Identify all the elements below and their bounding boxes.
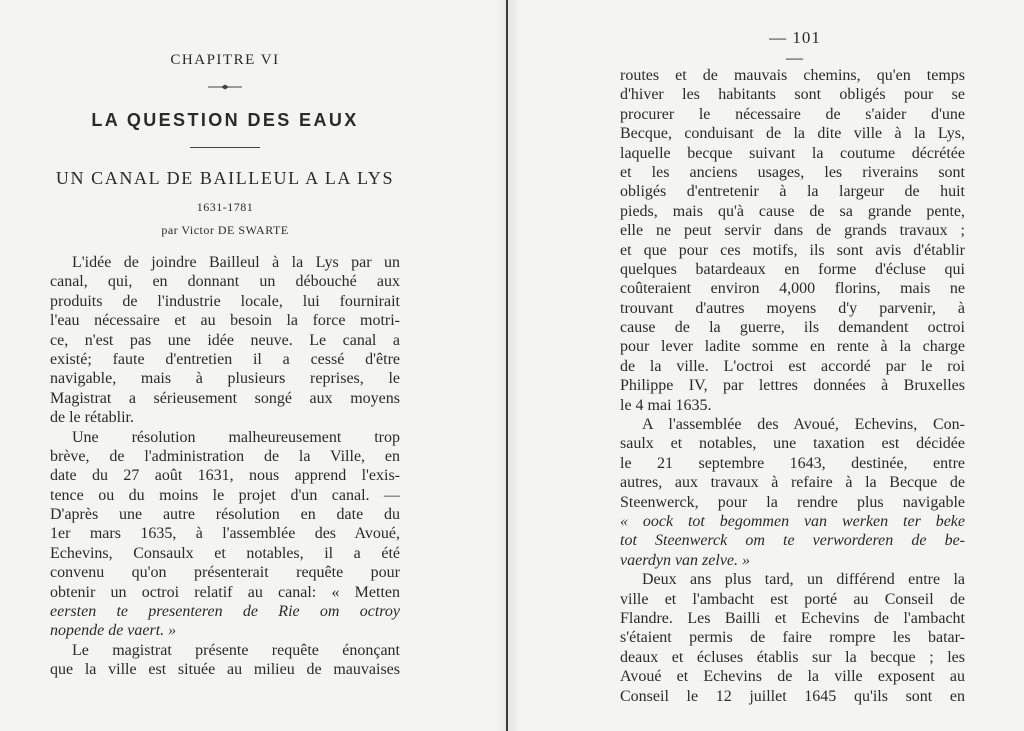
text-line: 1er mars 1635, à l'assemblée des Avoué, (50, 525, 400, 543)
text-line: de la ville. L'octroi est accordé par le roi (620, 357, 965, 375)
text-line: trouvant d'autres moyens d'y parvenir, à (620, 299, 965, 317)
left-body-text (50, 253, 400, 680)
article-dates: 1631-1781 (196, 200, 254, 214)
text-line: Deux ans plus tard, un différend entre la (642, 571, 965, 589)
article-subtitle: UN CANAL DE BAILLEUL A LA LYS (55, 168, 395, 188)
text-line: procurer le nécessaire de s'aider d'une (620, 105, 965, 123)
text-line: L'idée de joindre Bailleul à la Lys par un (72, 254, 400, 271)
chapter-title: LA QUESTION DES EAUX (91, 110, 359, 130)
text-line: de le rétablir. (50, 409, 134, 427)
text-line: obtenir un octroi relatif au canal: « Metten (50, 583, 400, 601)
ornament-dash-icon (208, 84, 242, 90)
chapter-label: CHAPITRE VI (170, 52, 280, 68)
text-line: Avoué et Echevins de la ville exposent au (620, 668, 965, 686)
text-line: Magistrat a sérieusement songé aux moyens (50, 389, 400, 407)
text-line: Becque, conduisant de la dite ville à la Lys, (620, 125, 965, 143)
text-line: « oock tot begommen van werken ter beke (620, 512, 965, 530)
text-line: deaux et écluses établis sur la becque ; les (620, 648, 965, 666)
text-line: cause de la guerre, ils demandent octroi (620, 319, 965, 337)
text-line: nopende de vaert. » (50, 622, 177, 640)
left-page (50, 0, 400, 731)
text-line: tence ou du moins le projet d'un canal. — (50, 486, 400, 504)
text-line: A l'assemblée des Avoué, Echevins, Con- (642, 416, 965, 434)
text-line: et les anciens usages, les riverains sont (620, 163, 965, 181)
page-number: — 101 — (769, 28, 821, 67)
text-line: date du 27 août 1631, nous apprend l'exis- (50, 467, 400, 485)
text-line: ce, n'est pas une idée neuve. Le canal a (50, 331, 400, 349)
text-line: elle ne peut servir dans de grands travaux ; (620, 222, 965, 240)
gutter-shadow (496, 0, 520, 731)
text-line: ville et l'ambacht est porté au Conseil de (620, 590, 965, 608)
title-rule (190, 147, 260, 148)
text-line: vaerdyn van zelve. » (620, 551, 751, 569)
text-line: laquelle becque suivant la coutume décrétée (620, 144, 965, 162)
text-line: navigable, mais à plusieurs reprises, le (50, 370, 400, 388)
text-line: routes et de mauvais chemins, qu'en temps (620, 67, 965, 84)
text-line: saulx et notables, une taxation est décidée (620, 435, 965, 453)
text-line: Conseil le 12 juillet 1645 qu'ils sont en (620, 687, 965, 705)
text-line: Echevins, Consaulx et notables, il a été (50, 544, 400, 562)
text-line: le 4 mai 1635. (620, 396, 712, 414)
text-line: eersten te presenteren de Rie om octroy (50, 603, 400, 621)
text-line: pour lever ladite somme en rente à la charge (620, 338, 965, 356)
article-author (50, 223, 400, 238)
author-prefix: par Victor (161, 223, 215, 237)
text-line: Steenwerck, pour la rendre plus navigable (620, 493, 965, 511)
text-line: autres, aux travaux à refaire à la Becque de (620, 474, 965, 492)
text-line: d'hiver les habitants sont obligés pour se (620, 86, 965, 104)
text-line: le 21 septembre 1643, destinée, entre (620, 454, 965, 472)
text-line: pieds, mais qu'à cause de sa grande pente, (620, 202, 965, 220)
text-line: brève, de l'administration de la Ville, en (50, 447, 400, 465)
text-line: que la ville est située au milieu de mauvaises (50, 661, 400, 679)
text-line: obligés d'entretenir à la largeur de huit (620, 183, 965, 201)
text-line: Une résolution malheureusement trop (72, 428, 400, 446)
text-line: et que pour ces motifs, ils sont avis d'établir (620, 241, 965, 259)
text-line: Flandre. Les Bailli et Echevins de l'ambacht (620, 609, 965, 627)
text-line: existé; faute d'entretien il a cessé d'être (50, 350, 400, 368)
text-line: D'après une autre résolution en date du (50, 506, 400, 524)
text-line: canal, qui, en donnant un débouché aux (50, 273, 400, 291)
right-page (620, 0, 965, 731)
book-gutter (506, 0, 508, 731)
text-line: Philippe IV, par lettres données à Bruxelles (620, 377, 965, 395)
text-line: coûteraient environ 4,000 florins, mais ne (620, 280, 965, 298)
text-line: produits de l'industrie locale, lui fournirait (50, 292, 400, 310)
author-name: DE SWARTE (217, 223, 289, 237)
text-line: tot Steenwerck om te verworderen de be- (620, 532, 965, 550)
text-line: quelques batardeaux en forme d'écluse qui (620, 260, 965, 278)
text-line: convenu qu'on présenterait requête pour (50, 564, 400, 582)
right-body-text (620, 66, 965, 706)
text-line: Le magistrat présente requête énonçant (72, 641, 400, 659)
text-line: s'étaient permis de faire rompre les batar- (620, 629, 965, 647)
text-line: l'eau nécessaire et au besoin la force motri- (50, 312, 400, 330)
